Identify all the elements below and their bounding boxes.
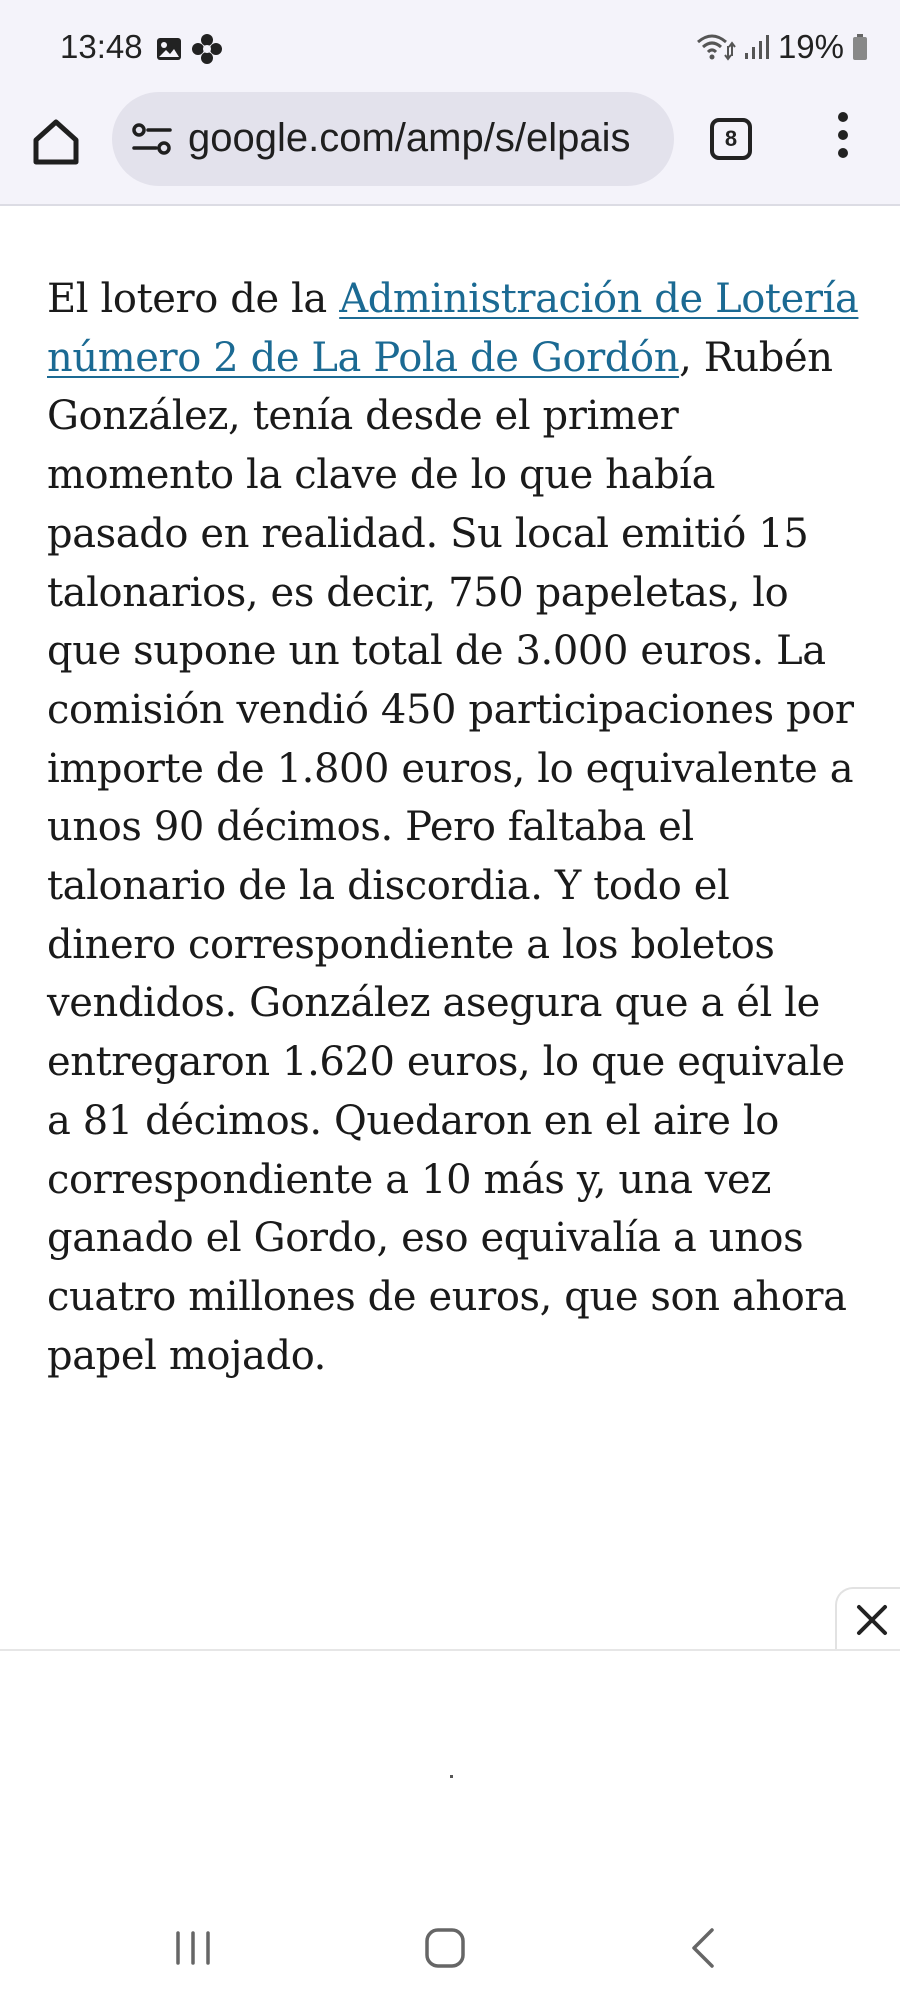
recent-apps-icon[interactable] [170, 1925, 216, 1971]
article-body [47, 270, 867, 1385]
ad-placeholder-dot [450, 1775, 453, 1778]
gallery-icon [155, 35, 183, 63]
more-options-button[interactable] [828, 112, 858, 168]
status-time: 13:48 [60, 28, 143, 65]
status-system-icons [696, 28, 868, 66]
back-icon[interactable] [680, 1925, 726, 1971]
signal-icon [744, 33, 770, 61]
dot [838, 130, 848, 140]
home-icon [30, 116, 82, 168]
paragraph-prefix: El lotero de la [47, 276, 340, 322]
battery-icon [852, 33, 868, 61]
paragraph-body: , Rubén González, tenía desde el primer momento la clave de lo que había pasado en realidad. Su local emitió 15 talonarios, es decir, 750 papeletas, lo que supone un total de 3.000 euros. La comisión vendió 450 participaciones por importe de 1.800 euros, lo equivalente a unos 90 décimos. Pero faltaba el talonario de la discordia. Y todo el dinero correspondiente a los boletos vendidos. González asegura que a él le entregaron 1.620 euros, lo que equivale a 81 décimos. Quedaron en el aire lo correspondiente a 10 más y, una vez ganado el Gordo, eso equivalía a unos cuatro millones de euros, que son ahora papel mojado. [47, 334, 854, 1379]
home-button[interactable] [30, 116, 82, 168]
close-ad-button[interactable] [835, 1587, 900, 1649]
tab-count: 8 [724, 126, 738, 151]
tab-switcher-button[interactable] [710, 118, 752, 160]
home-nav-icon[interactable] [422, 1925, 468, 1971]
browser-toolbar [0, 92, 900, 206]
status-notification-icons [155, 34, 223, 64]
battery-percent: 19% [777, 28, 844, 65]
site-settings-icon[interactable] [132, 121, 172, 157]
url-text[interactable]: google.com/amp/s/elpais [188, 116, 631, 160]
article-paragraph [47, 270, 867, 1385]
administracion-link[interactable]: Administración de Lotería número 2 de La Pola de Gordón [47, 276, 859, 381]
ad-banner[interactable] [0, 1649, 900, 1891]
address-bar[interactable] [112, 92, 674, 186]
flower-icon [191, 33, 223, 65]
dot [838, 148, 848, 158]
status-bar [0, 0, 900, 92]
wifi-icon [696, 32, 736, 62]
dot [838, 112, 848, 122]
navigation-bar [0, 1895, 900, 2000]
close-icon [855, 1603, 889, 1637]
